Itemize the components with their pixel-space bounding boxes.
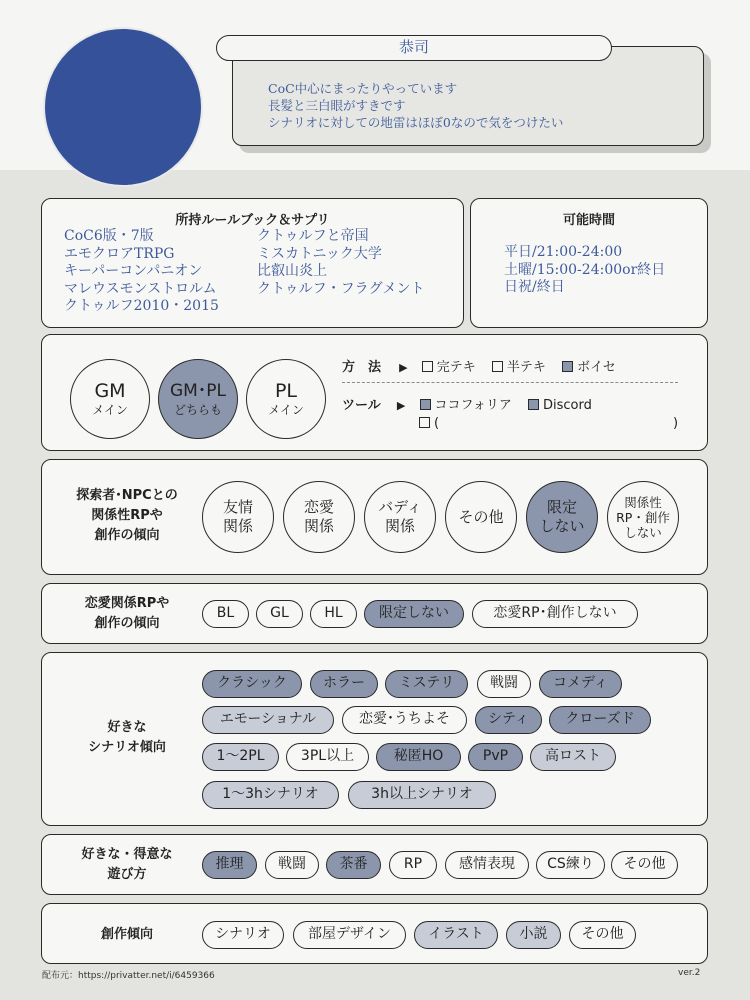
option-line: 友情 [222, 498, 253, 516]
availability-line: 平日/21:00-24:00 [504, 244, 623, 260]
option-line: 関係 [222, 517, 253, 535]
option-line: 恋愛 [303, 498, 334, 516]
divider [342, 382, 678, 383]
tool-other-row[interactable] [419, 416, 439, 431]
rulebook-panel [41, 198, 464, 328]
scenario-tag[interactable]: クラシック [202, 670, 302, 698]
role-sub-label: どちらも [173, 403, 222, 417]
version-label: ver.2 [678, 968, 701, 978]
option-line: 関係 [384, 517, 415, 535]
label-line: 探索者･NPCとの [76, 488, 178, 503]
npc-option-buddy[interactable] [364, 481, 436, 553]
scenario-tag[interactable]: 高ロスト [530, 743, 616, 771]
npc-option-none[interactable] [607, 481, 679, 553]
tool-option-discord[interactable] [528, 398, 592, 413]
option-line: しない [624, 524, 662, 540]
label-line: 好きな [107, 720, 147, 735]
method-option-full-text[interactable] [422, 360, 476, 375]
scenario-tag[interactable]: 3h以上シナリオ [348, 781, 496, 809]
scenario-tag[interactable]: 秘匿HO [376, 743, 461, 771]
scenario-tag[interactable]: 戦闘 [477, 670, 531, 698]
npc-option-friendship[interactable] [202, 481, 274, 553]
method-label: 方 法 [342, 360, 382, 375]
label-line: 関係性RPや [91, 508, 163, 523]
play-tag[interactable]: 感情表現 [445, 851, 529, 879]
rulebook-item: クトゥルフと帝国 [257, 228, 369, 244]
romance-option-hl[interactable]: HL [310, 600, 357, 628]
label-line: 恋愛関係RPや [84, 596, 170, 611]
paren-close: ) [673, 416, 679, 431]
role-gm-main[interactable] [70, 359, 150, 439]
availability-title: 可能時間 [562, 213, 615, 228]
profile-bio [268, 80, 563, 131]
npc-option-unlimited[interactable] [526, 481, 598, 553]
role-pl-main[interactable] [246, 359, 326, 439]
label-line: 創作の傾向 [94, 528, 160, 543]
label-line: シナリオ傾向 [88, 740, 166, 755]
source-credit: 配布元：https://privatter.net/i/6459366 [42, 971, 215, 981]
option-line: RP・創作 [616, 509, 670, 525]
option-line: 限定 [546, 498, 577, 516]
rulebook-title: 所持ルールブック＆サプリ [175, 213, 330, 228]
bio-line: CoC中心にまったりやっています [268, 81, 458, 96]
avatar [43, 27, 203, 187]
creation-tag[interactable]: シナリオ [202, 921, 284, 949]
label-line: 創作の傾向 [94, 616, 160, 631]
role-sub-label: メイン [92, 403, 128, 417]
rulebook-list-2 [257, 228, 425, 298]
scenario-tag[interactable]: コメディ [539, 670, 622, 698]
scenario-tag[interactable]: 恋愛･うちよそ [342, 706, 467, 734]
tool-row [342, 394, 592, 413]
scenario-tag[interactable]: 1〜3hシナリオ [202, 781, 339, 809]
availability-panel [470, 198, 708, 328]
rulebook-item: ミスカトニック大学 [257, 245, 382, 262]
option-line: 関係 [303, 517, 334, 535]
scenario-tag[interactable]: ホラー [310, 670, 378, 698]
scenario-tag[interactable]: シティ [475, 706, 542, 734]
tool-option-label: ココフォリア [434, 398, 512, 413]
play-tag[interactable]: その他 [611, 851, 678, 879]
checkbox[interactable] [422, 361, 433, 372]
play-tag[interactable]: CS練り [536, 851, 605, 879]
checkbox-checked[interactable] [420, 399, 431, 410]
method-option-voice[interactable] [562, 360, 616, 375]
role-main-label: GM･PL [169, 381, 227, 401]
npc-label [62, 486, 192, 546]
tool-option-label: Discord [543, 398, 592, 413]
creation-label [62, 925, 192, 945]
role-sub-label: メイン [268, 403, 304, 417]
availability-line: 日祝/終日 [504, 279, 565, 295]
profile-name: 恭司 [216, 35, 612, 61]
bio-line: シナリオに対しての地雷はほぼ0なので気をつけたい [268, 115, 564, 130]
romance-option-unlimited[interactable]: 限定しない [364, 600, 464, 628]
label-line: 好きな・得意な [81, 847, 173, 862]
label-line: 遊び方 [107, 867, 147, 882]
label-line: 創作傾向 [100, 927, 153, 942]
romance-option-none[interactable]: 恋愛RP･創作しない [472, 600, 638, 628]
scenario-label [62, 718, 192, 758]
npc-option-romance[interactable] [283, 481, 355, 553]
availability-line: 土曜/15:00-24:00or終日 [504, 261, 666, 278]
tool-option-cocofolia[interactable] [420, 398, 512, 413]
rulebook-list-1 [64, 228, 219, 316]
method-option-label: 完テキ [436, 360, 476, 375]
option-line: バディ [378, 498, 422, 516]
play-tag[interactable]: 推理 [202, 851, 257, 879]
option-line: 関係性 [624, 494, 662, 510]
scenario-tag[interactable]: 3PL以上 [286, 743, 369, 771]
rulebook-item: マレウスモンストロルム [64, 280, 217, 297]
arrow-icon: ▶ [396, 399, 406, 412]
bio-line: 長髪と三白眼がすきです [268, 98, 406, 113]
method-option-label: 半テキ [506, 360, 546, 375]
romance-option-gl[interactable]: GL [256, 600, 303, 628]
checkbox[interactable] [492, 361, 503, 372]
role-main-label: PL [274, 380, 298, 402]
scenario-tag[interactable]: 1〜2PL [202, 743, 279, 771]
method-option-half-text[interactable] [492, 360, 546, 375]
tool-label: ツール [342, 398, 381, 413]
scenario-tag[interactable]: ミステリ [385, 670, 468, 698]
creation-tag[interactable]: イラスト [414, 921, 498, 949]
scenario-tag[interactable]: PvP [468, 743, 523, 771]
method-option-label: ボイセ [577, 360, 616, 375]
creation-tag[interactable]: 小説 [506, 921, 561, 949]
rulebook-item: CoC6版・7版 [64, 228, 154, 244]
creation-tag[interactable]: 部屋デザイン [293, 921, 406, 949]
npc-option-other[interactable] [445, 481, 517, 553]
availability-list [504, 244, 665, 297]
role-both[interactable] [158, 359, 238, 439]
play-tag[interactable]: 茶番 [326, 851, 381, 879]
play-tag[interactable]: RP [389, 851, 437, 879]
option-line: その他 [458, 507, 504, 526]
creation-tag[interactable]: その他 [569, 921, 636, 949]
scenario-tag[interactable]: クローズド [549, 706, 651, 734]
arrow-icon: ▶ [399, 361, 408, 374]
rulebook-item: 比叡山炎上 [257, 263, 327, 279]
play-label [62, 845, 192, 885]
romance-label [62, 594, 192, 634]
checkbox-checked[interactable] [562, 361, 573, 372]
rulebook-item: クトゥルフ2010・2015 [64, 298, 219, 314]
rulebook-item: クトゥルフ・フラグメント [257, 280, 425, 297]
method-row [342, 356, 616, 375]
play-tag[interactable]: 戦闘 [265, 851, 319, 879]
paren-open: ( [434, 416, 440, 431]
option-line: しない [539, 517, 585, 535]
rulebook-item: キーパーコンパニオン [64, 263, 203, 279]
role-main-label: GM [94, 380, 126, 402]
scenario-tag[interactable]: エモーショナル [202, 706, 334, 734]
checkbox-checked[interactable] [528, 399, 539, 410]
checkbox[interactable] [419, 417, 430, 428]
romance-option-bl[interactable]: BL [202, 600, 249, 628]
rulebook-item: エモクロアTRPG [64, 245, 175, 262]
